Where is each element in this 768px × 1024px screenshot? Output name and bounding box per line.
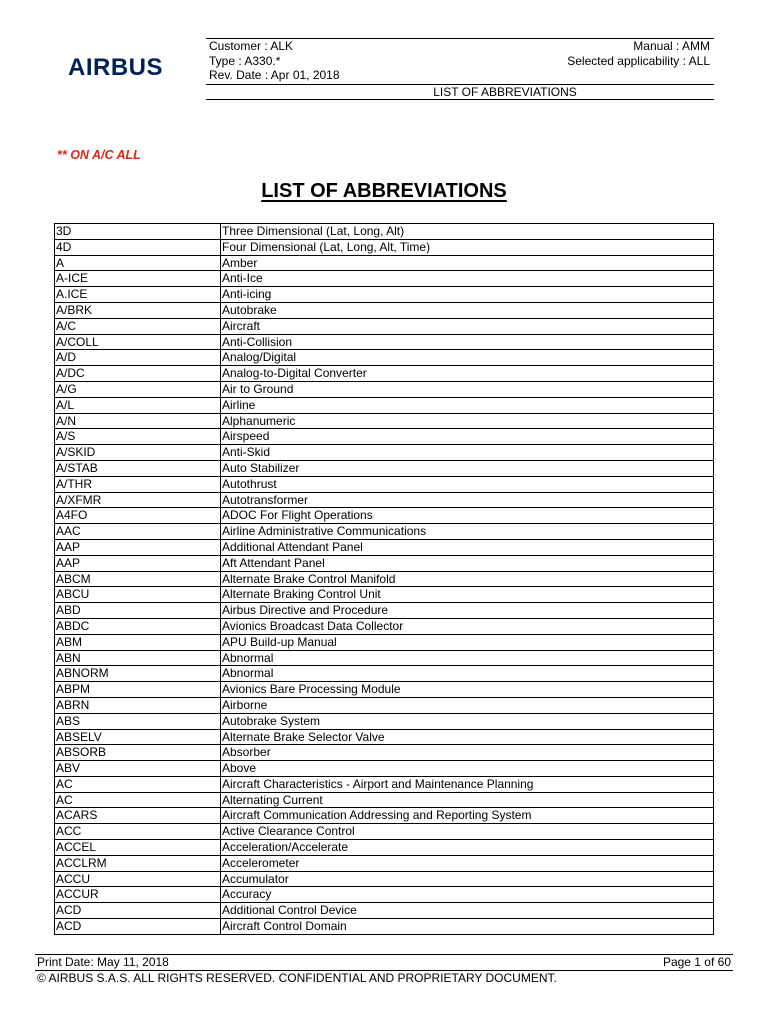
definition-cell: Alternate Braking Control Unit <box>221 587 714 603</box>
definition-cell: Autobrake <box>221 302 714 318</box>
abbreviation-cell: A/THR <box>55 476 221 492</box>
definition-cell: Airline <box>221 397 714 413</box>
table-row <box>55 618 714 634</box>
definition-cell: Aircraft Characteristics - Airport and Maintenance Planning <box>221 776 714 792</box>
page-number: Page 1 of 60 <box>662 955 731 969</box>
abbreviation-cell: AAC <box>55 524 221 540</box>
abbreviation-cell: ACARS <box>55 808 221 824</box>
table-row <box>55 492 714 508</box>
table-row <box>55 524 714 540</box>
abbreviation-cell: AAP <box>55 539 221 555</box>
definition-cell: Anti-Skid <box>221 445 714 461</box>
table-row <box>55 476 714 492</box>
abbreviation-cell: ACCLRM <box>55 855 221 871</box>
table-row <box>55 887 714 903</box>
table-row <box>55 634 714 650</box>
abbreviation-cell: A/S <box>55 429 221 445</box>
table-row <box>55 318 714 334</box>
table-row <box>55 840 714 856</box>
table-row <box>55 255 714 271</box>
table-row <box>55 429 714 445</box>
abbreviation-cell: A/XFMR <box>55 492 221 508</box>
definition-cell: Aft Attendant Panel <box>221 555 714 571</box>
definition-cell: Air to Ground <box>221 381 714 397</box>
abbreviation-cell: ABS <box>55 713 221 729</box>
customer-label: Customer : ALK <box>209 39 294 53</box>
table-row <box>55 239 714 255</box>
definition-cell: Abnormal <box>221 650 714 666</box>
applicability-note: ** ON A/C ALL <box>57 148 141 162</box>
definition-cell: Alternate Brake Control Manifold <box>221 571 714 587</box>
page-footer <box>35 954 733 985</box>
definition-cell: Airbus Directive and Procedure <box>221 603 714 619</box>
table-row <box>55 350 714 366</box>
abbreviation-cell: AAP <box>55 555 221 571</box>
definition-cell: Analog/Digital <box>221 350 714 366</box>
definition-cell: Anti-Collision <box>221 334 714 350</box>
abbreviation-cell: ABM <box>55 634 221 650</box>
header-bottom-rule <box>206 99 714 100</box>
abbreviation-cell: ABNORM <box>55 666 221 682</box>
definition-cell: Autobrake System <box>221 713 714 729</box>
abbreviation-cell: ABCU <box>55 587 221 603</box>
header-section-title: LIST OF ABBREVIATIONS <box>433 84 577 99</box>
table-row <box>55 682 714 698</box>
definition-cell: Avionics Bare Processing Module <box>221 682 714 698</box>
table-row <box>55 919 714 935</box>
abbreviation-cell: ACD <box>55 903 221 919</box>
table-row <box>55 555 714 571</box>
definition-cell: Auto Stabilizer <box>221 460 714 476</box>
abbreviation-cell: A/D <box>55 350 221 366</box>
definition-cell: Three Dimensional (Lat, Long, Alt) <box>221 224 714 240</box>
abbreviation-cell: ACC <box>55 824 221 840</box>
table-row <box>55 697 714 713</box>
definition-cell: Autothrust <box>221 476 714 492</box>
abbreviation-cell: A/G <box>55 381 221 397</box>
abbreviation-cell: A/COLL <box>55 334 221 350</box>
table-row <box>55 366 714 382</box>
definition-cell: Alphanumeric <box>221 413 714 429</box>
table-row <box>55 713 714 729</box>
abbreviation-cell: A/DC <box>55 366 221 382</box>
abbreviation-cell: ACCUR <box>55 887 221 903</box>
abbreviation-cell: ABDC <box>55 618 221 634</box>
table-row <box>55 271 714 287</box>
table-row <box>55 381 714 397</box>
definition-cell: Four Dimensional (Lat, Long, Alt, Time) <box>221 239 714 255</box>
definition-cell: Avionics Broadcast Data Collector <box>221 618 714 634</box>
abbreviation-cell: ABN <box>55 650 221 666</box>
rev-date-label: Rev. Date : Apr 01, 2018 <box>209 68 340 82</box>
abbreviation-cell: A.ICE <box>55 287 221 303</box>
definition-cell: Additional Attendant Panel <box>221 539 714 555</box>
table-row <box>55 903 714 919</box>
definition-cell: Analog-to-Digital Converter <box>221 366 714 382</box>
definition-cell: Aircraft <box>221 318 714 334</box>
abbreviation-cell: A/SKID <box>55 445 221 461</box>
abbreviation-cell: A/STAB <box>55 460 221 476</box>
definition-cell: Accelerometer <box>221 855 714 871</box>
table-row <box>55 729 714 745</box>
definition-cell: Airborne <box>221 697 714 713</box>
table-row <box>55 539 714 555</box>
abbreviation-cell: ABD <box>55 603 221 619</box>
definition-cell: Autotransformer <box>221 492 714 508</box>
definition-cell: Alternating Current <box>221 792 714 808</box>
table-row <box>55 761 714 777</box>
table-row <box>55 792 714 808</box>
table-row <box>55 334 714 350</box>
definition-cell: Airspeed <box>221 429 714 445</box>
abbreviation-cell: 4D <box>55 239 221 255</box>
definition-cell: Aircraft Control Domain <box>221 919 714 935</box>
table-row <box>55 871 714 887</box>
abbreviation-cell: A/C <box>55 318 221 334</box>
abbreviation-cell: A/N <box>55 413 221 429</box>
abbreviation-cell: ACCU <box>55 871 221 887</box>
table-row <box>55 224 714 240</box>
table-row <box>55 508 714 524</box>
manual-label: Manual : AMM <box>633 39 710 53</box>
abbreviation-cell: A/L <box>55 397 221 413</box>
page-title-text: LIST OF ABBREVIATIONS <box>261 180 507 202</box>
table-row <box>55 587 714 603</box>
definition-cell: Aircraft Communication Addressing and Reporting System <box>221 808 714 824</box>
type-label: Type : A330.* <box>209 53 281 68</box>
definition-cell: APU Build-up Manual <box>221 634 714 650</box>
abbreviation-cell: ABSORB <box>55 745 221 761</box>
definition-cell: Anti-Ice <box>221 271 714 287</box>
table-row <box>55 855 714 871</box>
table-row <box>55 824 714 840</box>
table-row <box>55 571 714 587</box>
abbreviation-cell: 3D <box>55 224 221 240</box>
abbreviations-table-body <box>55 224 714 935</box>
table-row <box>55 287 714 303</box>
definition-cell: Active Clearance Control <box>221 824 714 840</box>
table-row <box>55 460 714 476</box>
airbus-logo: AIRBUS <box>68 54 164 81</box>
table-row <box>55 808 714 824</box>
applicability-label: Selected applicability : ALL <box>567 53 710 68</box>
table-row <box>55 603 714 619</box>
definition-cell: Accuracy <box>221 887 714 903</box>
abbreviation-cell: ABSELV <box>55 729 221 745</box>
table-row <box>55 650 714 666</box>
table-row <box>55 445 714 461</box>
print-date: Print Date: May 11, 2018 <box>37 955 169 969</box>
abbreviation-cell: ABV <box>55 761 221 777</box>
document-header <box>206 38 714 100</box>
definition-cell: Anti-icing <box>221 287 714 303</box>
definition-cell: Above <box>221 761 714 777</box>
definition-cell: Airline Administrative Communications <box>221 524 714 540</box>
definition-cell: Absorber <box>221 745 714 761</box>
abbreviations-table <box>54 223 714 935</box>
table-row <box>55 397 714 413</box>
definition-cell: Accumulator <box>221 871 714 887</box>
abbreviation-cell: A-ICE <box>55 271 221 287</box>
abbreviation-cell: A/BRK <box>55 302 221 318</box>
table-row <box>55 776 714 792</box>
definition-cell: Additional Control Device <box>221 903 714 919</box>
abbreviation-cell: AC <box>55 792 221 808</box>
definition-cell: Abnormal <box>221 666 714 682</box>
copyright-notice: © AIRBUS S.A.S. ALL RIGHTS RESERVED. CONFIDENTIAL AND PROPRIETARY DOCUMENT. <box>37 970 557 985</box>
abbreviation-cell: AC <box>55 776 221 792</box>
abbreviation-cell: ACD <box>55 919 221 935</box>
abbreviation-cell: ABRN <box>55 697 221 713</box>
abbreviation-cell: ABPM <box>55 682 221 698</box>
table-row <box>55 745 714 761</box>
abbreviation-cell: ACCEL <box>55 840 221 856</box>
table-row <box>55 302 714 318</box>
abbreviation-cell: A4FO <box>55 508 221 524</box>
page-title <box>0 180 768 203</box>
table-row <box>55 413 714 429</box>
definition-cell: Amber <box>221 255 714 271</box>
definition-cell: Alternate Brake Selector Valve <box>221 729 714 745</box>
abbreviation-cell: A <box>55 255 221 271</box>
abbreviation-cell: ABCM <box>55 571 221 587</box>
definition-cell: ADOC For Flight Operations <box>221 508 714 524</box>
table-row <box>55 666 714 682</box>
definition-cell: Acceleration/Accelerate <box>221 840 714 856</box>
